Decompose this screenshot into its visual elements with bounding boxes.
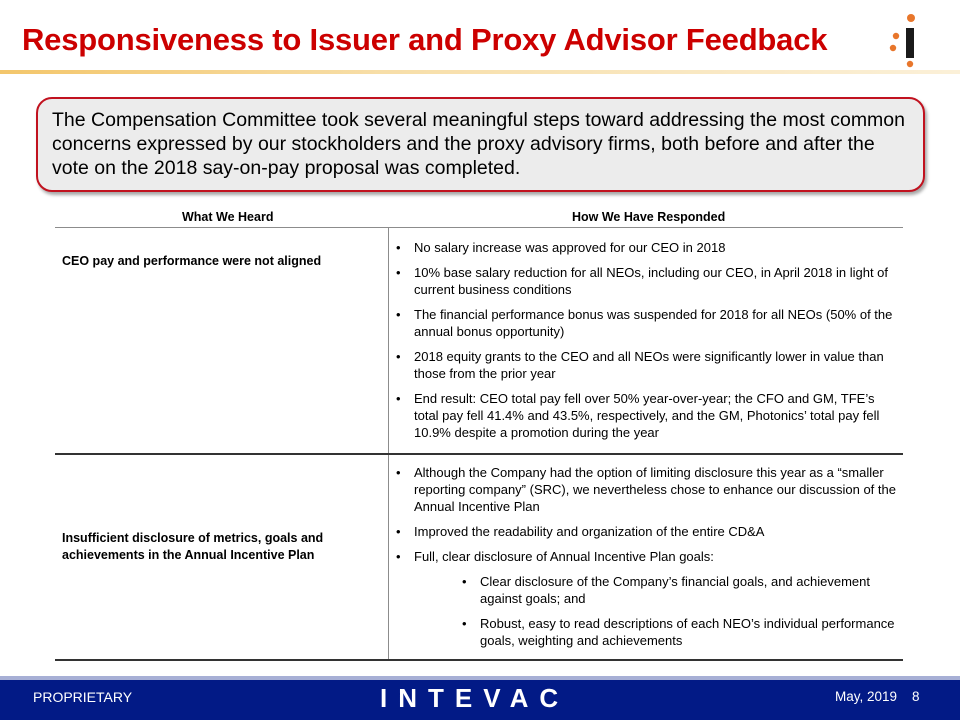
response-item: • Improved the readability and organization of the entire CD&A <box>396 524 765 539</box>
response-item: • Full, clear disclosure of Annual Incentive Plan goals: • Clear disclosure of the Company’s financial goals, and achievement against goals; and • Robust, easy to read descriptions of each NEO’s individual performance goals, weighting and achievements <box>396 549 895 648</box>
table-bottom-rule <box>55 659 903 661</box>
sub-response-item: • Robust, easy to read descriptions of each NEO’s individual performance goals, weighting and achievements <box>462 616 895 648</box>
header-divider <box>55 227 903 228</box>
sub-responses-list <box>414 573 896 649</box>
response-item: • 10% base salary reduction for all NEOs, including our CEO, in April 2018 in light of current business conditions <box>396 265 889 297</box>
response-item: • 2018 equity grants to the CEO and all NEOs were significantly lower in value than those from the prior year <box>396 349 884 381</box>
header-how-we-responded: How We Have Responded <box>572 210 726 224</box>
header-what-we-heard: What We Heard <box>182 210 274 224</box>
brand-wordmark: INTEVAC <box>380 683 570 713</box>
responses-list-1 <box>396 239 896 449</box>
response-item: • End result: CEO total pay fell over 50% year-over-year; the CFO and GM, TFE’s total pay fell 41.4% and 43.5%, respectively, and the GM, Photonics’ total pay fell 10.9% despite a promotion during the year <box>396 391 880 440</box>
intevac-logo-icon <box>884 12 934 68</box>
proprietary-label: PROPRIETARY <box>33 689 133 705</box>
heard-item-2: Insufficient disclosure of metrics, goals and achievements in the Annual Incentive Plan <box>62 531 324 562</box>
slide-title: Responsiveness to Issuer and Proxy Advisor Feedback <box>22 22 828 57</box>
footer-date: May, 2019 <box>835 689 898 704</box>
response-item: • No salary increase was approved for our CEO in 2018 <box>396 240 726 255</box>
page-number: 8 <box>912 689 920 704</box>
response-item: • Although the Company had the option of limiting disclosure this year as a “smaller reporting company” (SRC), we nevertheless chose to enhance our discussion of the Annual Incentive Plan <box>396 465 896 514</box>
callout-text: The Compensation Committee took several meaningful steps toward addressing the most common concerns expressed by our stockholders and the proxy advisory firms, both before and after the vote on the 2018 say-on-pay proposal was completed. <box>52 109 905 179</box>
responses-list-2 <box>396 464 896 657</box>
heard-item-1: CEO pay and performance were not aligned <box>62 254 322 268</box>
column-divider <box>388 228 389 660</box>
title-underline <box>0 70 960 74</box>
summary-callout <box>36 97 925 192</box>
sub-response-item: • Clear disclosure of the Company’s financial goals, and achievement against goals; and <box>462 574 870 606</box>
row-divider <box>55 453 903 455</box>
response-item: • The financial performance bonus was suspended for 2018 for all NEOs (50% of the annual bonus opportunity) <box>396 307 893 339</box>
